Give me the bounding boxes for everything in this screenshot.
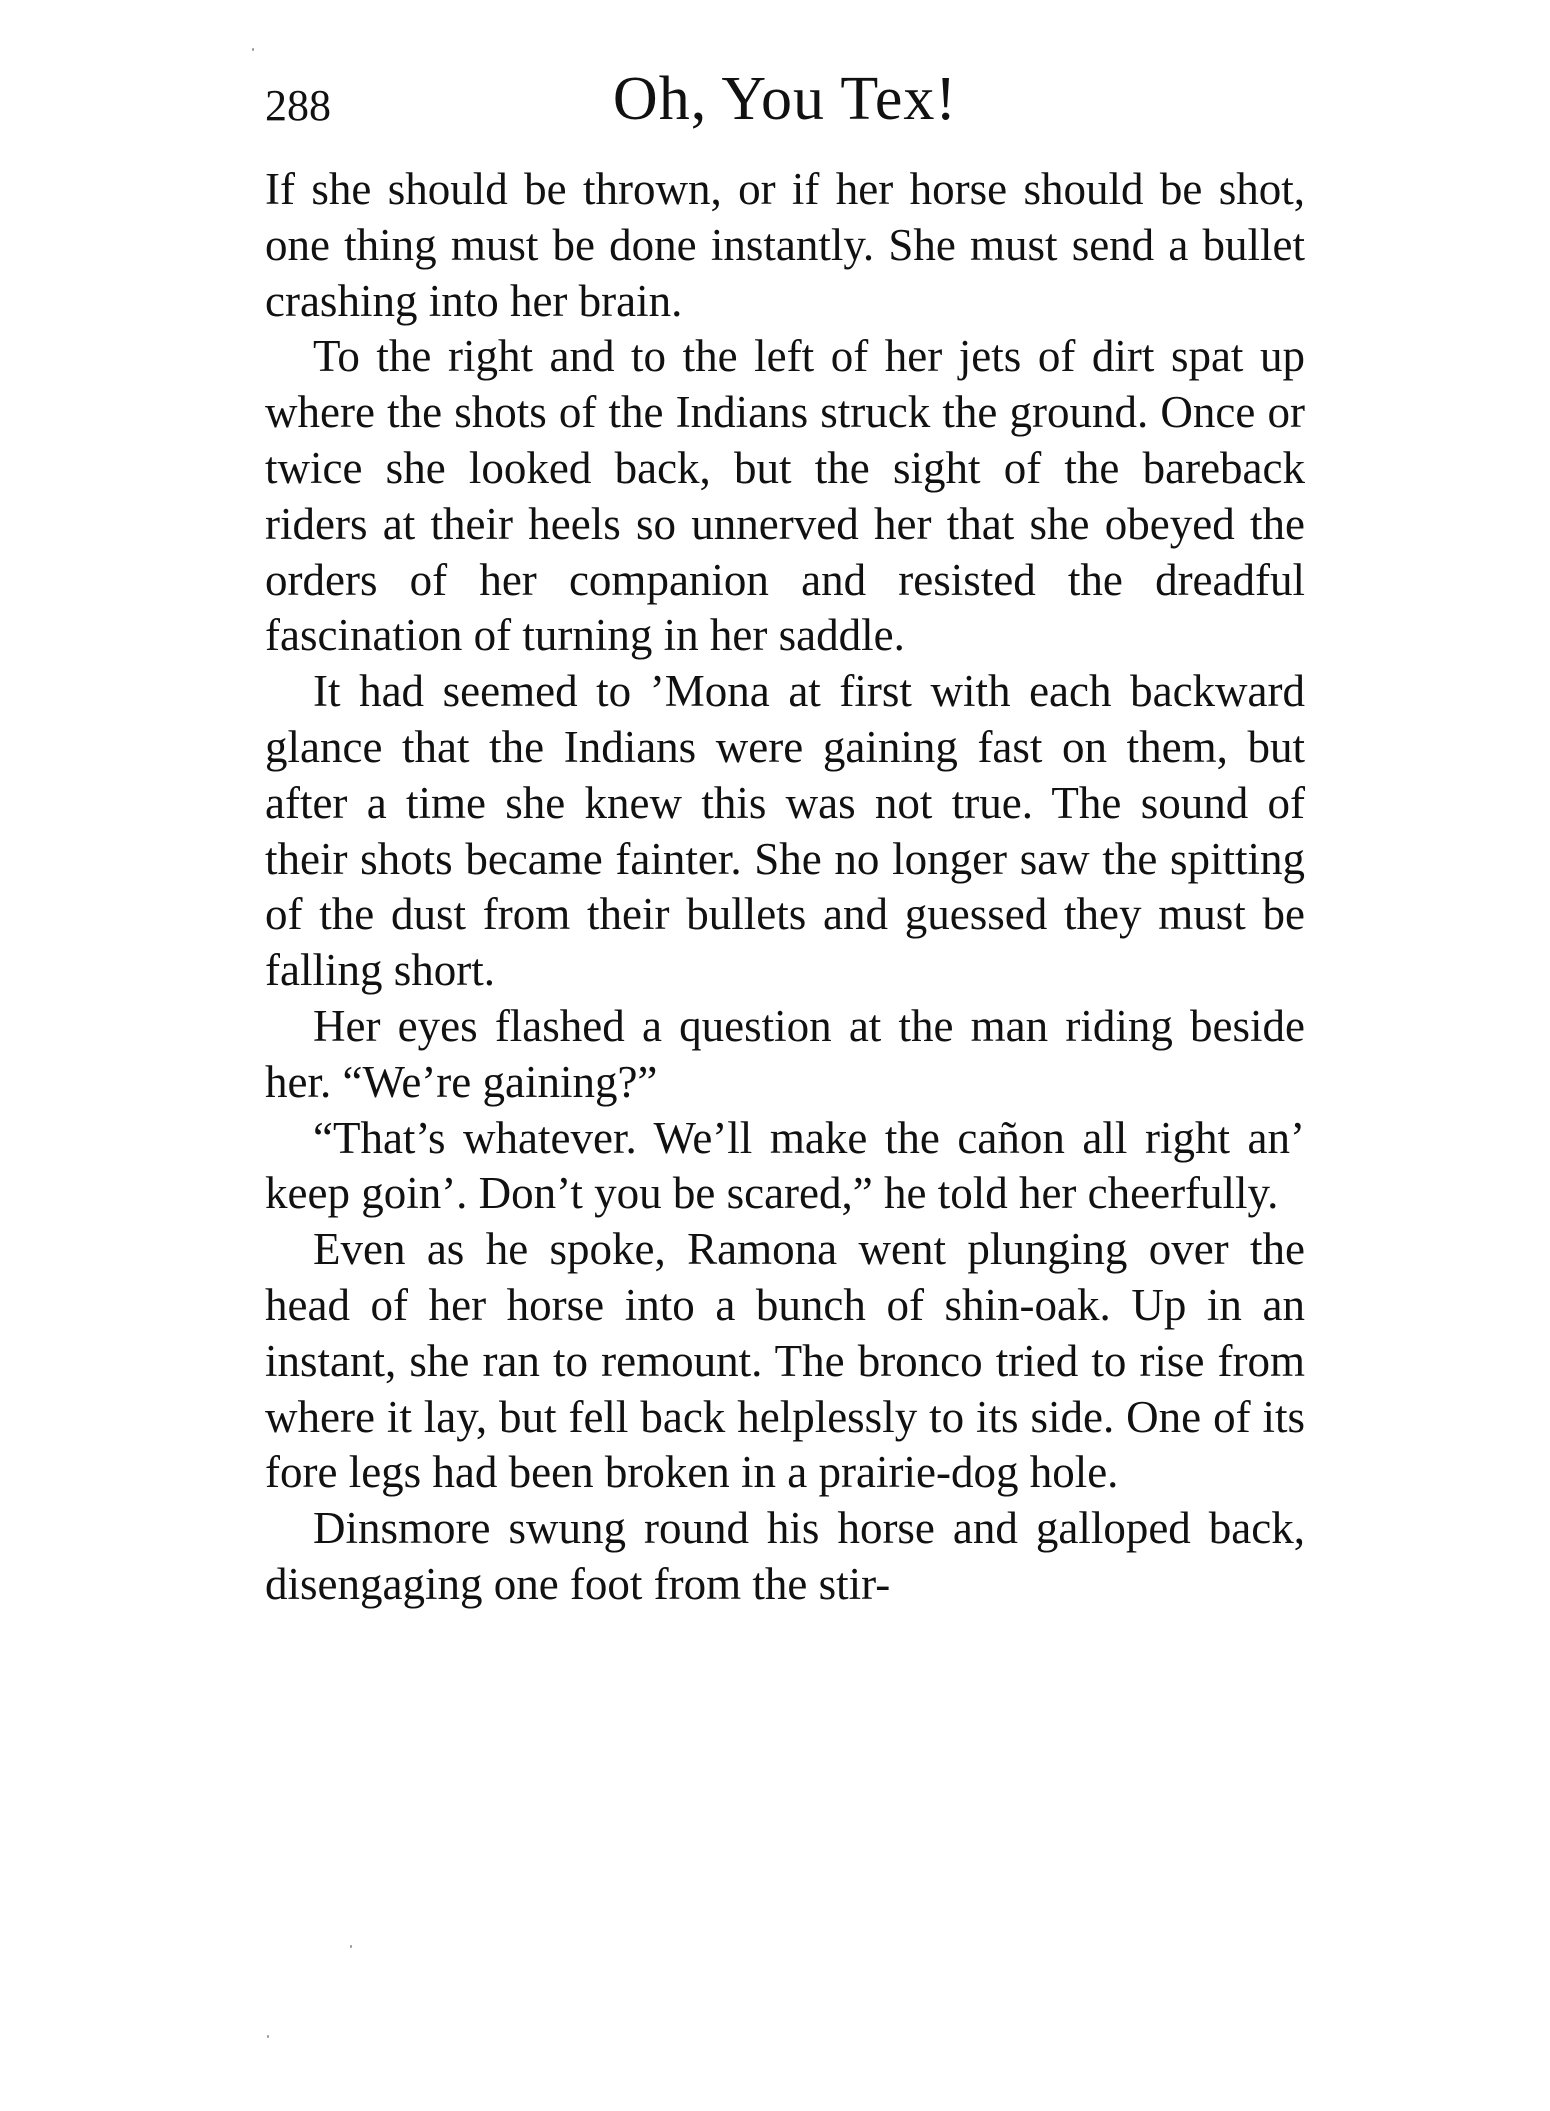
paragraph: Dinsmore swung round his horse and galloped back, disengaging one foot from the stir- bbox=[265, 1503, 1305, 1609]
paragraph: Her eyes flashed a question at the man riding beside her. “We’re gaining?” bbox=[265, 1000, 1305, 1107]
paragraph: It had seemed to ’Mona at first with each backward glance that the Indians were gaining fast on them, but after a time she knew this was not true. The sound of their shots became fainter. She no longer saw the spitting of the dust from their bullets and guessed they must be falling short. bbox=[265, 666, 1305, 996]
paragraph: Even as he spoke, Ramona went plunging over the head of her horse into a bunch of shin-oak. Up in an instant, she ran to remount. The bronco tried to rise from where it lay, but fell back helplessly to its side. One of its fore legs had been broken in a prairie-dog hole. bbox=[265, 1224, 1305, 1498]
page-number: 288 bbox=[265, 81, 331, 130]
paragraph: “That’s whatever. We’ll make the cañon all right an’ keep goin’. Don’t you be scared,” he told her cheerfully. bbox=[265, 1112, 1305, 1219]
scan-speck bbox=[267, 2035, 269, 2038]
scan-speck bbox=[350, 1945, 352, 1948]
body-text bbox=[265, 162, 1305, 1613]
scan-speck bbox=[252, 48, 254, 51]
paragraph: If she should be thrown, or if her horse should be shot, one thing must be done instantly. She must send a bullet crashing into her brain. bbox=[265, 164, 1305, 326]
paragraph: To the right and to the left of her jets of dirt spat up where the shots of the Indians struck the ground. Once or twice she looked back, but the sight of the bareback riders at their heels so unnerved her that she obeyed the orders of her companion and resisted the dreadful fascination of turning in her saddle. bbox=[265, 331, 1305, 661]
running-title: Oh, You Tex! bbox=[612, 65, 958, 133]
page-header bbox=[265, 62, 1305, 162]
